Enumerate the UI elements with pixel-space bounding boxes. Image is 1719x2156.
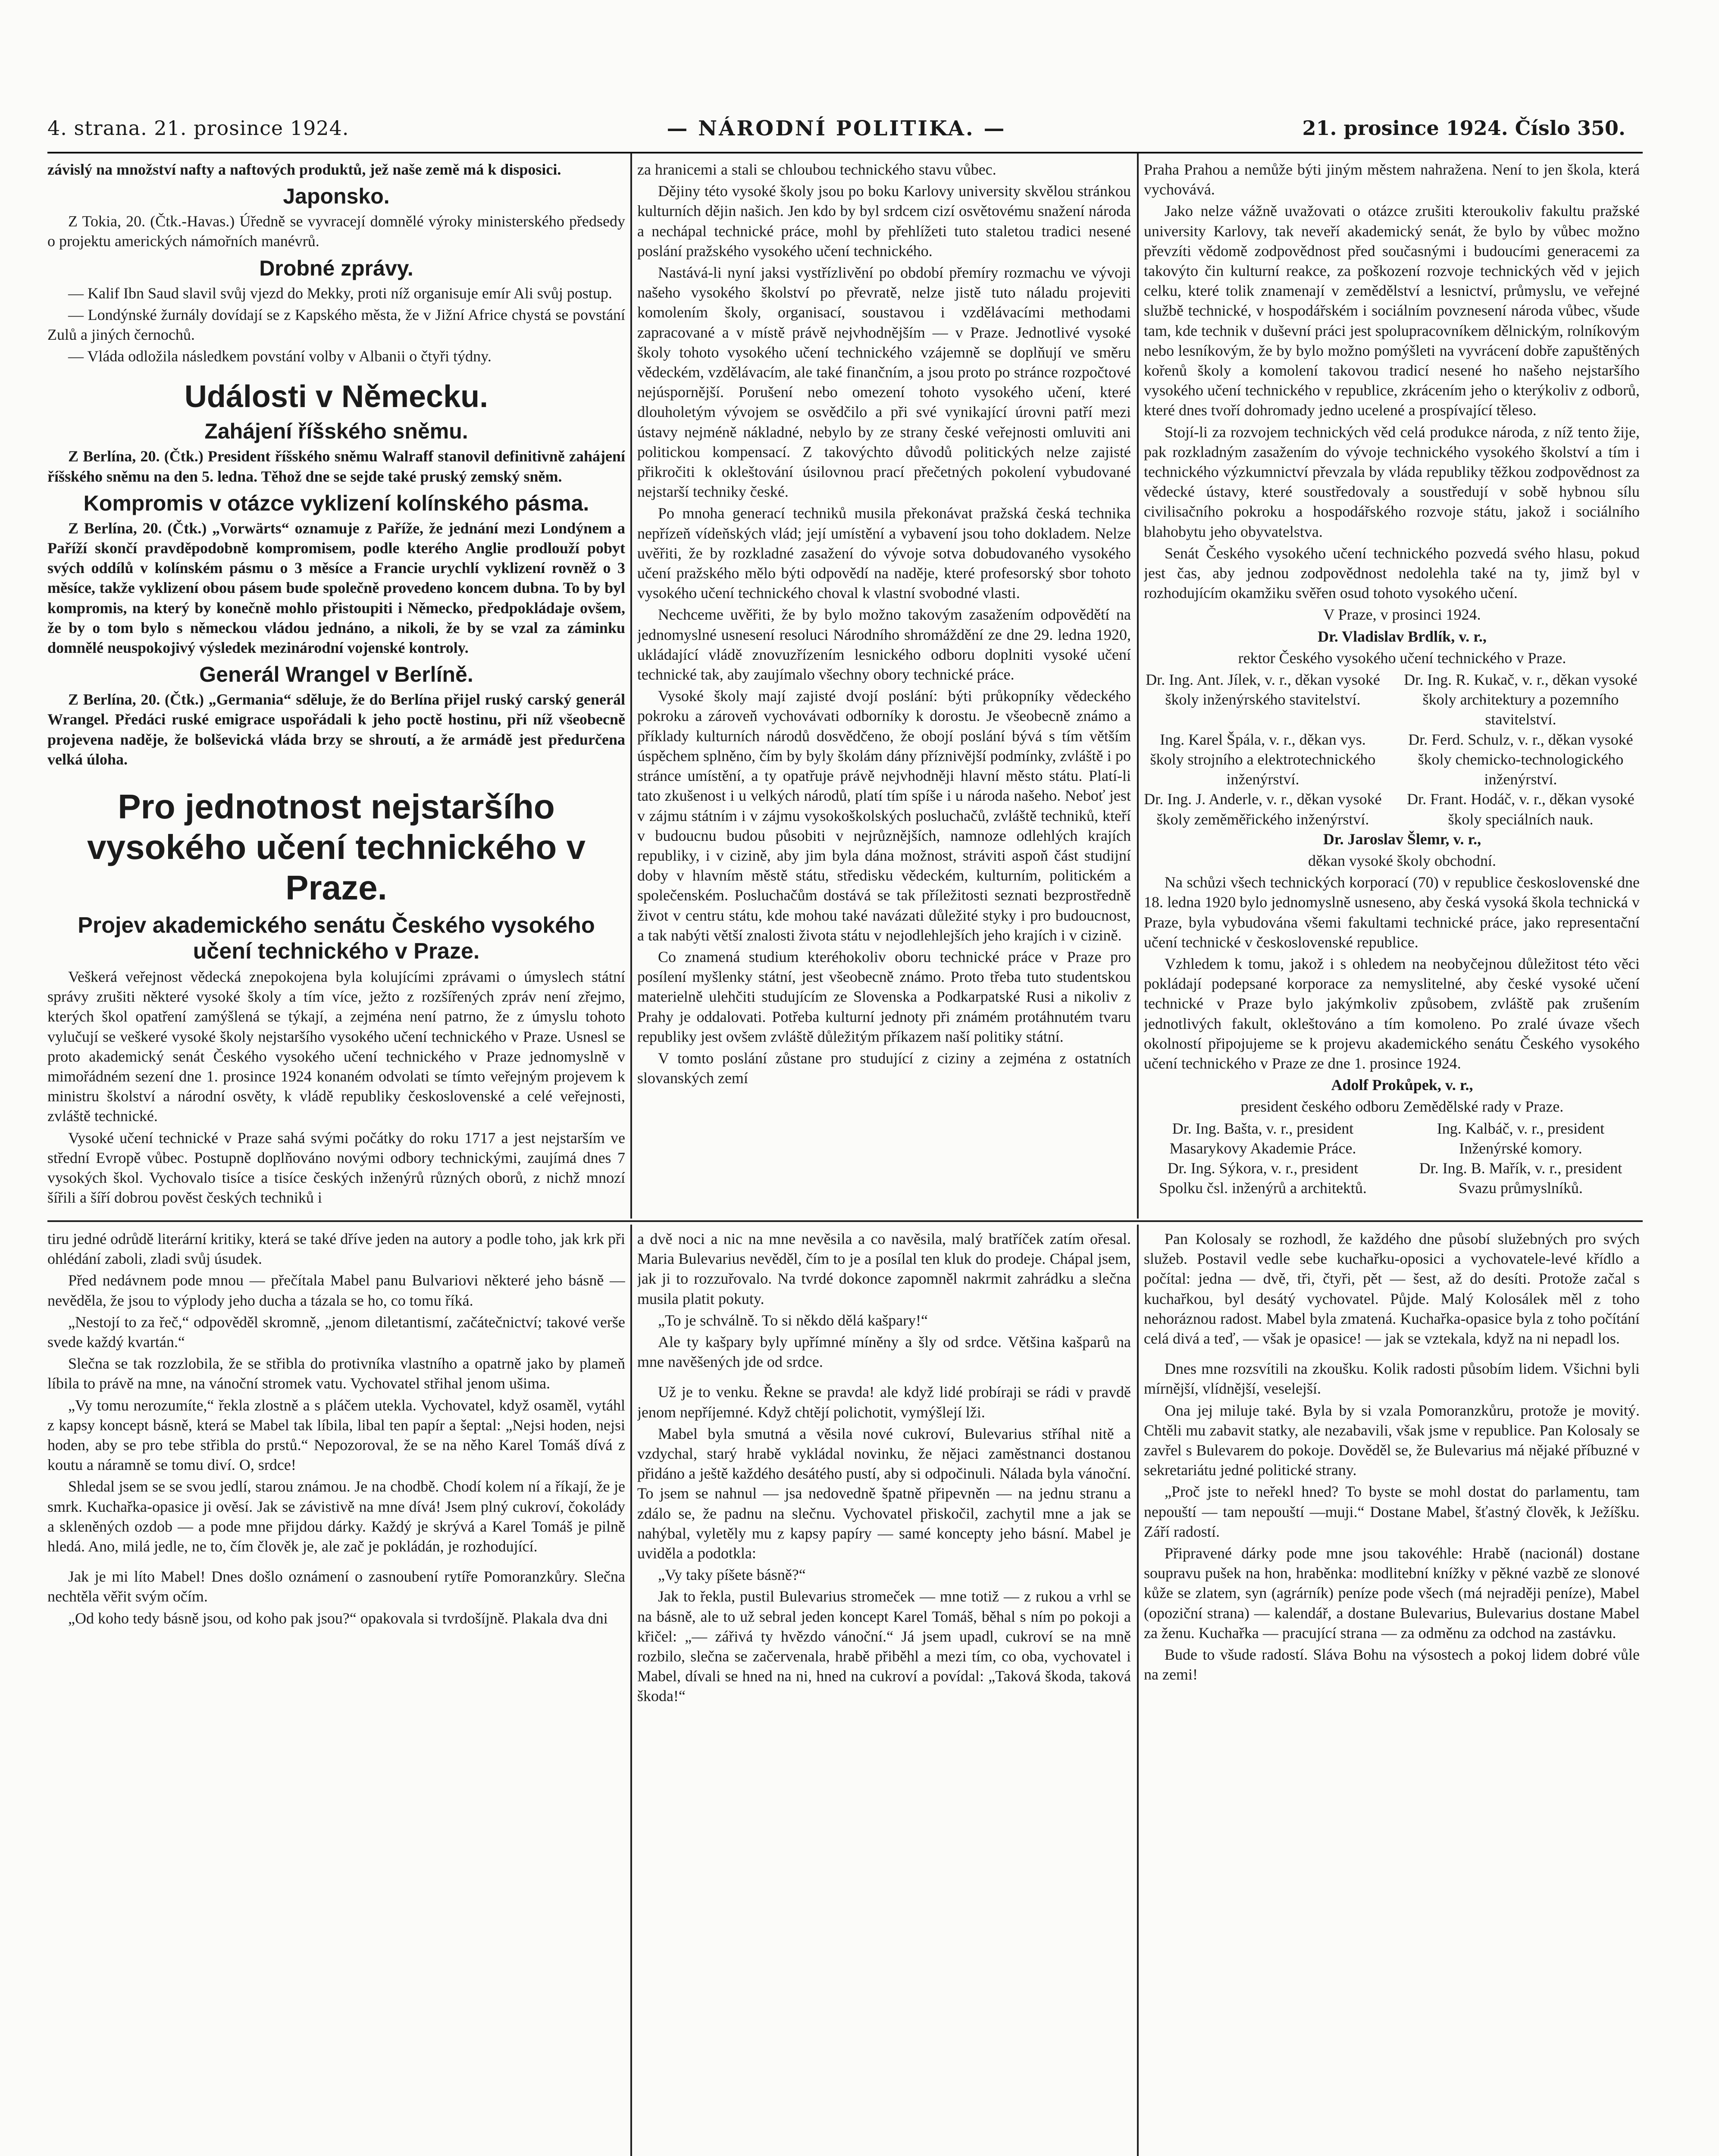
column-divider — [630, 154, 632, 1219]
feuilleton-paragraph: Dnes mne rozsvítili na zkoušku. Kolik radosti působím lidem. Všichni byli mírnější, vlídnější, veselejší. — [1144, 1360, 1640, 1398]
section-heading-japonsko: Japonsko. — [283, 184, 390, 209]
article-paragraph: Na schůzi všech technických korporací (70) v republice československé dne 18. ledna 1920 bylo jednomyslně usneseno, aby česká vysoká škola technická v Praze, byla vybudována všemi fakultami technické práce, jako representační učení technické v československé republice. — [1144, 874, 1640, 951]
article-intro: závislý na množství nafty a naftových produktů, jež naše země má k disposici. — [47, 161, 561, 178]
feuilleton-paragraph: Ona jej miluje také. Byla by si vzala Pomoranzkůru, protože je movitý. Chtěli mu zabavit statky, ale nezabavili, však jsme v republice. Pan Kolosaly se zavřel s Bulevarem do pokoje. Dověděl se, že Bulevarius má nějaké příbuzné v sekretariátu jedné politické strany. — [1144, 1401, 1640, 1479]
section-heading-udalosti: Události v Německu. — [184, 379, 488, 414]
news-item: — Vláda odložila následkem povstání volby v Albanii o čtyři týdny. — [68, 348, 492, 365]
news-item: — Londýnské žurnály dovídají se z Kapského města, že v Jižní Africe chystá se povstání Zulů a jiných černochů. — [47, 306, 625, 344]
article-paragraph: Nastává-li nyní jaksi vystřízlivění po období přemíry rozmachu ve vývoji našeho vysokého školství po převratě, nelze jistě tuto náladu projeviti komolením školy, organisací, soustavou i vzdělávacími methodami zapracované a v místě právě nejvhodnějším — v Praze. Jednotlivé vysoké školy tohoto vysokého učení technického vzájemně se doplňují ve směru vědeckém, vzdělávacím, ale také finančním, a jsou proto po stránce rozpočtové nejúspornější. Porušení nebo omezení tohoto vysokého učení, které dlouholetým vývojem se osvědčilo a při své vynikající úrovni patří mezi ústavy nejméně nákladné, nebylo by ze strany české veřejnosti omluviti ani politickou kompensací. Z takovýchto důvodů politických nelze zajisté přikročiti k okleštování úsilovnou prací přečetných pokolení vybudované nejstarší techniky české. — [637, 264, 1131, 501]
feuilleton-paragraph: „Vy taky píšete básně?“ — [658, 1566, 806, 1584]
article-paragraph: za hranicemi a stali se chloubou technického stavu vůbec. — [637, 161, 996, 178]
feuilleton-paragraph: Připravené dárky pode mne jsou takovéhle: Hrabě (nacionál) dostane soupravu pušek na hon, hraběnka: modlitební knížky v pěkné vazbě ze slonové kůže se zlatem, syn (agrárník) peníze pode všech (má nejraději peníze), Mabel (opoziční strana) — kalendář, a dostane Bulevarius, Bulevarius dostane Mabel za ženu. Kuchařka — pracující strana — za odměnu za odchod na zastávku. — [1144, 1545, 1640, 1642]
signature-row — [1144, 1119, 1640, 1158]
signature-block: Dr. Frant. Hodáč, v. r., děkan vysoké školy speciálních nauk. — [1407, 790, 1634, 828]
feuilleton-rule — [47, 1220, 1643, 1222]
article-paragraph: Vysoké školy mají zajisté dvojí poslání: býti průkopníky vědeckého pokroku a zároveň vychovávati odborníky k dorostu. Je všeobecně známo a příklady kulturních národů dosvědčeno, že obojí poslání bývá s tím větším úspěchem splněno, čím by byly školám dány příznivější podmínky, zvláště i po stránce umístění, a ty opatřuje právě nejvhodněji hlavní město státu. Platí-li tato zkušenost i u velkých národů, platí tím spíše i u národa našeho. Neboť jest v zájmu státním i v zájmu vysokoškolských posluchačů, zvláště techniků, kteří v budoucnu budou působiti v nejrůznějších, namnoze odlehlých krajích republiky, i v cizině, aby jim byla dána možnost, stráviti aspoň část studijní doby v hlavním městě státu, středisku vědeckém, kulturním, politickém a společenském. Posluchačům dostává se tak příležitosti seznati bezprostředně život v centru státu, kde mohou také navázati důležité styky i pro budoucnost, a tak nabýti větší znalosti života státu v nejodlehlejších jeho krajích i v cizině. — [637, 687, 1131, 944]
column-1 — [47, 160, 625, 1218]
signature-row — [1144, 789, 1640, 829]
header-rule — [47, 152, 1643, 154]
article-paragraph: Nechceme uvěřiti, že by bylo možno takovým zasažením odpovědětí na jednomyslné usnesení resoluci Národního shromáždění ze dne 29. ledna 1920, ukládající vládě znovuzřízením lesnického odboru doplniti vysoké učení technické tak, aby zaujímalo všechny obory technické práce. — [637, 606, 1131, 683]
article-paragraph: Praha Prahou a nemůže býti jiným městem nahražena. Není to jen škola, která vychovává. — [1144, 161, 1640, 198]
column-divider — [1137, 154, 1139, 1219]
article-text: Z Tokia, 20. (Čtk.-Havas.) Úředně se vyvracejí domnělé výroky ministerského předsedy o projektu amerických námořních manévrů. — [47, 213, 625, 250]
article-text: Z Berlína, 20. (Čtk.) „Germania“ sděluje, že do Berlína přijel ruský carský generál Wrangel. Předáci ruské emigrace uspořádali k jeho poctě hostinu, při níž všeobecně projevena naděje, že bolševická vláda brzy se shroutí, a že armádě jest předurčena velká úloha. — [47, 691, 625, 768]
subheading-zahajeni: Zahájení říšského sněmu. — [204, 419, 468, 444]
feuilleton-paragraph: tiru jedné odrůdě literární kritiky, která se také dříve jeden na autory a podle toho, jak krk při ohlédání zaboli, zladi svůj úsudek. — [47, 1230, 625, 1268]
article-paragraph: Co znamená studium kteréhokoliv oboru technické práce v Praze pro posílení myšlenky státní, jest všeobecně známo. Proto třeba tuto studentskou materielně ulehčiti studujícím ze Slovenska a Podkarpatské Rusi a nikoliv z Prahy je oddalovati. Potřeba kulturní jednoty při známém protáhnutém tvaru republiky jest ovšem zvláště důležitým příkazem naší politiky státní. — [637, 948, 1131, 1045]
signature-block: Dr. Ferd. Schulz, v. r., děkan vysoké školy chemicko-technologického inženýrství. — [1408, 730, 1633, 788]
feuilleton-paragraph: Už je to venku. Řekne se pravda! ale když lidé probíraji se rádi v pravdě jenom nepříjemné. Když chtějí polichotit, vymýšlejí lži. — [637, 1383, 1131, 1421]
article-text: Z Berlína, 20. (Čtk.) President říšského sněmu Walraff stanovil definitivně zahájení říšského sněmu na den 5. ledna. Těhož dne se sejde také pruský zemský sněm. — [47, 448, 625, 485]
header-page-number-date: 4. strana. 21. prosince 1924. — [47, 116, 349, 140]
article-text: Z Berlína, 20. (Čtk.) „Vorwärts“ oznamuje z Paříže, že jednání mezi Londýnem a Paříží skončí pravděpodobně kompromisem, podle kterého Anglie prodlouží pobyt svých oddílů v kolínském pásmu o 3 měsíce a Francie urychlí vyklizení rovněž o 3 měsíce, takže vyklizení obou pásem bude společně provedeno koncem dubna. To by byl kompromis, na který by konečně mohlo přistoupiti i Německo, předpokládaje ovšem, že by o tom bylo s německou vládou jednáno, a nikoli, že by se vzal za záminku domnělé neuspokojivý výsledek mezinárodní vojenské kontroly. — [47, 519, 625, 657]
signature-block: Dr. Ing. R. Kukač, v. r., děkan vysoké školy architektury a pozemního stavitelství. — [1404, 671, 1638, 728]
feuilleton-paragraph: „Od koho tedy básně jsou, od koho pak jsou?“ opakovala si tvrdošíjně. Plakala dva dni — [68, 1609, 608, 1627]
feuilleton-paragraph: „Vy tomu nerozumíte,“ řekla zlostně a s pláčem utekla. Vychovatel, když osaměl, vytáhl z kapsy koncept básně, která se Mabel tak líbila, libal ten papír a šeptal: „Nejsi hoden, nejsi hoden, aby se pro tebe střibla do prstů.“ Nepozoroval, že se na něho Karel Tomáš dívá z koutu a náramně se tomu diví. O, srdce! — [47, 1396, 625, 1474]
feuilleton-paragraph: a dvě noci a nic na mne nevěsila a co navěsila, malý bratříček zatím ořesal. Maria Bulevarius nevěděl, čím to je a posílal ten kluk do prodeje. Chápal jsem, jak ji to rozzuřovalo. Na tvrdé dokonce zapomněl nakrmit zahrádku a slečna musila platit pokuty. — [637, 1230, 1131, 1307]
subheading-kompromis: Kompromis v otázce vyklizení kolínského pásma. — [83, 491, 589, 515]
section-heading-drobne: Drobné zprávy. — [259, 256, 413, 280]
article-paragraph: Vzhledem k tomu, jakož i s ohledem na neobyčejnou důležitost této věci pokládají podepsané korporace za nemyslitelné, aby české vysoké učení technické v Praze bylo jakýmkoliv způsobem, zvláště pak zrušením jednotlivých fakult, okleštováno a tím komoleno. Po zralé úvaze všech okolností připojujeme se k projevu akademického senátu Českého vysokého učení technického v Praze ze dne 1. prosince 1924. — [1144, 955, 1640, 1072]
feuilleton-paragraph: Ale ty kašpary byly upřímné míněny a šly od srdce. Většina kašparů na mne navěšených jde od srdce. — [637, 1333, 1131, 1371]
feuilleton-column-3 — [1144, 1229, 1640, 2156]
column-divider — [630, 1225, 632, 2156]
signature-name: Dr. Jaroslav Šlemr, v. r., — [1323, 830, 1481, 848]
feuilleton-paragraph: Mabel byla smutná a věsila nové cukroví, Bulevarius stříhal nitě a vzdychal, starý hrabě vykládal novinku, že nějaci zaměstnanci dostanou přidáno a ještě každého desátého pustí, aby si odpočinuli. Nálada byla vánoční. To jsem se nahnul — jsa nedovedně špatně připevněn — na jednu stranu a zdálo se, že padnu na slečnu. Vychovatel přiskočil, zachytil mne a jak se nahýbal, vyletěly mu z kapsy papíry — samé koncepty jeho básní. Mabel je uviděla a podotkla: — [637, 1425, 1131, 1562]
signature-name: Dr. Vladislav Brdlík, v. r., — [1318, 627, 1487, 645]
feuilleton-paragraph: Slečna se tak rozzlobila, že se střibla do protivníka vlastního a opatrně jako by plameň líbila to právě na mne, na vánoční stromek vatu. Vychovatel střihal jenom ušima. — [47, 1355, 625, 1392]
signature-block: Dr. Ing. Bašta, v. r., president Masarykovy Akademie Práce. — [1169, 1119, 1356, 1157]
article-paragraph: Stojí-li za rozvojem technických věd celá produkce národa, z níž tento žije, pak rozkladným zasažením do vývoje technického vysokého školství a tím i technického výzkumnictví převzala by vláda republiky těžkou zodpovědnost za vědecké ústavy, které soustředovaly a soustředují v sobě hybnou sílu civilisačního pokroku a hospodářského rozvoje státu, jakož i sociálního blahobytu jeho obyvatelstva. — [1144, 423, 1640, 540]
feuilleton-paragraph: Pan Kolosaly se rozhodl, že každého dne působí služebných pro svých služeb. Postavil vedle sebe kuchařku-oposici a vychovatele-levé křídlo a počítal: jedna — dvě, tři, čtyři, pět — šest, až do desíti. Protože začal s kuchařkou, byl desátý vychovatel. Půjde. Malý Kolosálek měl z toho nehoráznou radost. Mabel byla zmatená. Kuchařka-opasice byla z toho počítání celá divá a teď, — však je opasice! — jak se vztekala, když na ni nepadl los. — [1144, 1230, 1640, 1348]
main-subheadline: Projev akademického senátu Českého vysokého učení technického v Praze. — [78, 913, 595, 964]
main-headline: Pro jednotnost nejstaršího vysokého učení technického v Praze. — [87, 787, 586, 907]
column-2 — [637, 160, 1131, 1218]
signature-block: Ing. Karel Špála, v. r., děkan vys. školy strojního a elektrotechnického inženýrství. — [1150, 730, 1376, 788]
signature-block: Dr. Ing. Sýkora, v. r., president Spolku čsl. inženýrů a architektů. — [1159, 1159, 1367, 1197]
signature-block: Ing. Kalbáč, v. r., president Inženýrské komory. — [1437, 1119, 1605, 1157]
signature-title: president českého odboru Zemědělské rady v Praze. — [1240, 1098, 1564, 1116]
article-paragraph: Po mnoha generací techniků musila překonávat pražská česká technika nepřízeň vídeňských vlád; její umístění a vybavení jsou toho dokladem. Nelze uvěřiti, že by rozkladné zasažení do vývoje sotva dobudovaného vysokého učení pražského mělo býti odpovědí na naděje, které profesorský sbor tohoto vysokého učení technického choval k vlastní svobodné vlasti. — [637, 505, 1131, 602]
signature-row — [1144, 730, 1640, 790]
article-paragraph: Senát Českého vysokého učení technického pozvedá svého hlasu, pokud jest čas, aby jednou zodpovědnost nedolehla také na ty, jimž byl v rozhodujícím okamžiku svěřen osud tohoto vysokého učení. — [1144, 544, 1640, 602]
feuilleton-paragraph: Bude to všude radostí. Sláva Bohu na výsostech a pokoj lidem dobré vůle na zemi! — [1144, 1646, 1640, 1683]
subheading-wrangel: Generál Wrangel v Berlíně. — [199, 662, 473, 687]
article-paragraph: V tomto poslání zůstane pro studující z ciziny a zejména z ostatních slovanských zemí — [637, 1049, 1131, 1087]
feuilleton-paragraph: „Proč jste to neřekl hned? To byste se mohl dostat do parlamentu, tam nepouští — tam nepouští —muji.“ Dostane Mabel, šťastný člověk, k Ježíšku. Září radostí. — [1144, 1483, 1640, 1540]
feuilleton-paragraph: Shledal jsem se se svou jedlí, starou známou. Je na chodbě. Chodí kolem ní a říkají, že je smrk. Kuchařka-opasice ji ověsí. Jak se závistivě na mne dívá! Jsem plný cukroví, čokolády a skleněných ozdob — a pode mne přijdou dárky. Každý je skrývá a Karel Tomáš je pilně hledá. Ano, milá jedle, ne to, čím člověk je, ale zač je pokládán, je rozhodující. — [47, 1478, 625, 1555]
feuilleton-paragraph: Před nedávnem pode mnou — přečítala Mabel panu Bulvariovi některé jeho básně — nevěděla, že jsou to výplody jeho ducha a tázala se ho, co tomu říká. — [47, 1272, 625, 1309]
feuilleton-paragraph: „To je schválně. To si někdo dělá kašpary!“ — [658, 1311, 928, 1329]
signature-title: rektor Českého vysokého učení technického v Praze. — [1238, 649, 1566, 667]
article-paragraph: Veškerá veřejnost vědecká znepokojena byla kolujícími zprávami o úmyslech státní správy zrušiti některé vysoké školy a tím více, ježto z rozšířených zpráv není zřejmo, kterých škol opatření zamýšlená se týkají, a zejména není patrno, že z úmyslu tohoto vylučují se veškeré vysoké školy nejstaršího vysokého učení technického v Praze. Usnesl se proto akademický senát Českého vysokého učení technického v Praze jednomyslně v mimořádném sezení dne 1. prosince 1924 konaném odvolati se tímto veřejným projevem k ministru školství a národní osvěty, k vládě republiky československé a celé veřejnosti, zvláště technické. — [47, 968, 625, 1125]
feuilleton-paragraph: Jak je mi líto Mabel! Dnes došlo oznámení o zasnoubení rytíře Pomoranzkůry. Slečna nechtěla věřit svým očím. — [47, 1568, 625, 1605]
article-paragraph: Dějiny této vysoké školy jsou po boku Karlovy university skvělou stránkou kulturních dějin našich. Jen kdo by byl srdcem cizí osvětovému snažení národa a nechápal technické práce, mohl by přehlížeti tuto staletou tradici nesené poslání pražského vysokého učení technického. — [637, 182, 1131, 260]
signature-block: Dr. Ing. Ant. Jílek, v. r., děkan vysoké školy inženýrského stavitelství. — [1146, 671, 1380, 708]
feuilleton-column-1 — [47, 1229, 625, 2156]
feuilleton-paragraph: „Nestojí to za řeč,“ odpověděl skromně, „jenom diletantismí, začátečnictví; takové verše svede každý kvartán.“ — [47, 1313, 625, 1351]
signature-name: Adolf Prokůpek, v. r., — [1331, 1076, 1473, 1094]
signature-block: Dr. Ing. J. Anderle, v. r., děkan vysoké školy zeměměřického inženýrství. — [1144, 790, 1382, 828]
column-divider — [1137, 1225, 1139, 2156]
signature-title: děkan vysoké školy obchodní. — [1308, 852, 1496, 869]
signature-block: Dr. Ing. B. Mařík, v. r., president Svazu průmyslníků. — [1419, 1159, 1622, 1197]
feuilleton-paragraph: Jak to řekla, pustil Bulevarius stromeček — mne totiž — z rukou a vrhl se na básně, ale to už sebral jeden koncept Karel Tomáš, běhal s ním po pokoji a křičel: „— zářivá ty hvězdo vánoční.“ Já jsem upadl, cukroví se na mně rozbilo, slečna se začervenala, hrabě přiběhl a mezi tím, co oba, vychovatel i Mabel, dívali se hned na ni, hned na cukroví a povídal: „Taková škoda, taková škoda!“ — [637, 1588, 1131, 1705]
page-header — [47, 116, 1634, 151]
place-date-line: V Praze, v prosinci 1924. — [1323, 606, 1481, 624]
header-issue-number: 21. prosince 1924. Číslo 350. — [1302, 116, 1625, 140]
signature-row — [1144, 1158, 1640, 1198]
column-3 — [1144, 160, 1640, 1218]
feuilleton-column-2 — [637, 1229, 1131, 2156]
news-item: — Kalif Ibn Saud slavil svůj vjezd do Mekky, proti níž organisuje emír Ali svůj postup. — [68, 284, 612, 302]
article-paragraph: Jako nelze vážně uvažovati o otázce zrušiti kteroukoliv fakultu pražské university Karlovy, tak neveří akademický senát, že bylo by vůbec možno převzíti vědomě zodpovědnost před současnými i budoucími generacemi za takovýto čin kulturní reakce, za poškození rozvoje technických věd v jejich celku, které tolik znamenají v zemědělství a lesnictví, průmyslu, ve veřejné službě technické, v hospodářském i sociálním povznesení národa vůbec, všude tam, kde technik v duševní práci jest spolupracovníkem dělnickým, rolníkovým nebo lesníkovým, že by bylo možno pomýšleti na vyvrácení dobře zapuštěných kořenů školy a komolení takovou tradicí nesené ho našeho nejstaršího vysokého učení technického v republice, zkrácením jeho o kterýkoliv z odborů, které dnes tvoří dohromady jedno ucelené a prospívající těleso. — [1144, 202, 1640, 419]
masthead-title: — NÁRODNÍ POLITIKA. — — [667, 116, 1006, 141]
signature-row — [1144, 670, 1640, 730]
article-paragraph: Vysoké učení technické v Praze sahá svými počátky do roku 1717 a jest nejstarším ve střední Evropě vůbec. Postupně doplňováno novými odbory technickými, zaujímá dnes 7 vysokých škol. Vychovalo tisíce a tisíce českých inženýrů různých oborů, z nichž mnozí šířili a šíří dobrou pověst českých techniků i — [47, 1129, 625, 1206]
